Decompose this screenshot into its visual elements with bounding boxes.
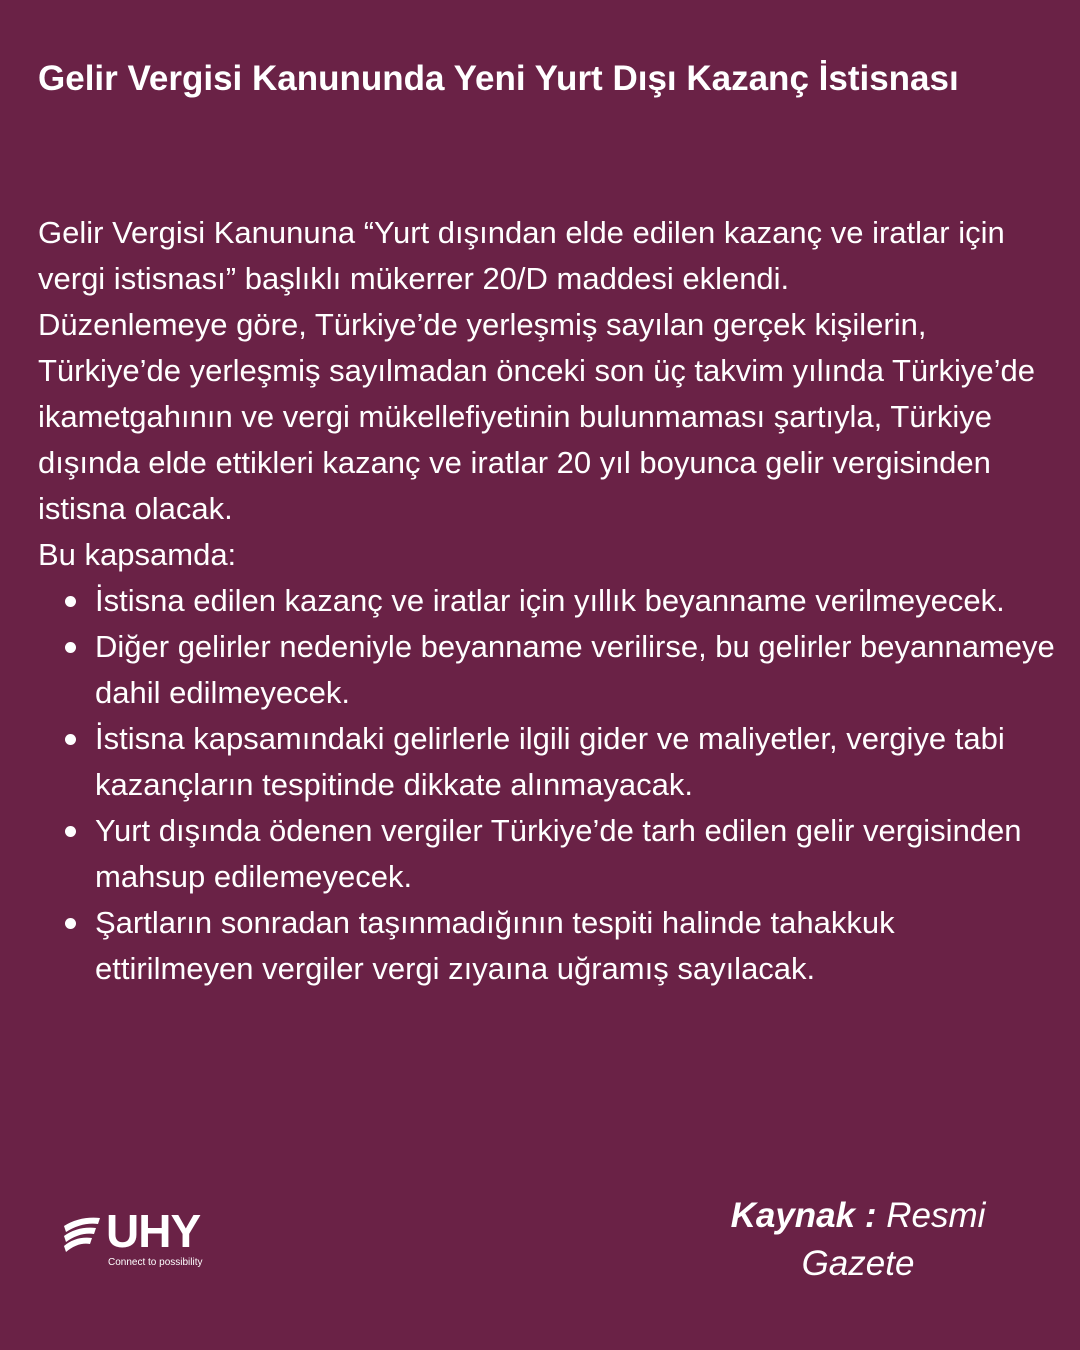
scope-heading: Bu kapsamda:	[38, 537, 237, 572]
bullet-item: Şartların sonradan taşınmadığının tespiti halinde tahakkuk ettirilmeyen vergiler vergi zıyaına uğramış sayılacak.	[38, 900, 1058, 992]
logo-tagline: Connect to possibility	[108, 1257, 203, 1268]
source-label: Kaynak :	[730, 1196, 877, 1235]
intro-paragraph: Gelir Vergisi Kanununa “Yurt dışından elde edilen kazanç ve iratlar için vergi istisnası” başlıklı mükerrer 20/D maddesi eklendi.	[38, 215, 1005, 296]
bullet-item: İstisna kapsamındaki gelirlerle ilgili gider ve maliyetler, vergiye tabi kazançların tespitinde dikkate alınmayacak.	[38, 716, 1058, 808]
bullet-item: İstisna edilen kazanç ve iratlar için yıllık beyanname verilmeyecek.	[38, 578, 1058, 624]
detail-paragraph: Düzenlemeye göre, Türkiye’de yerleşmiş sayılan gerçek kişilerin, Türkiye’de yerleşmiş sayılmadan önceki son üç takvim yılında Türkiye’de ikametgahının ve vergi mükellefiyetinin bulunmaması şartıyla, Türkiye dışında elde ettikleri kazanç ve iratlar 20 yıl boyunca gelir vergisinden istisna olacak.	[38, 307, 1035, 526]
bullet-item: Yurt dışında ödenen vergiler Türkiye’de tarh edilen gelir vergisinden mahsup edilemeyecek.	[38, 808, 1058, 900]
bullet-list	[38, 578, 1058, 992]
uhy-logo	[62, 1205, 232, 1272]
source-value: Resmi Gazete	[801, 1196, 986, 1283]
page-title: Gelir Vergisi Kanununda Yeni Yurt Dışı Kazanç İstisnası	[38, 59, 959, 98]
uhy-swoosh-icon	[62, 1214, 102, 1254]
source-credit	[690, 1192, 1026, 1288]
article-body	[38, 210, 1058, 992]
bullet-item: Diğer gelirler nedeniyle beyanname verilirse, bu gelirler beyannameye dahil edilmeyecek.	[38, 624, 1058, 716]
logo-wordmark: UHY	[106, 1205, 201, 1257]
